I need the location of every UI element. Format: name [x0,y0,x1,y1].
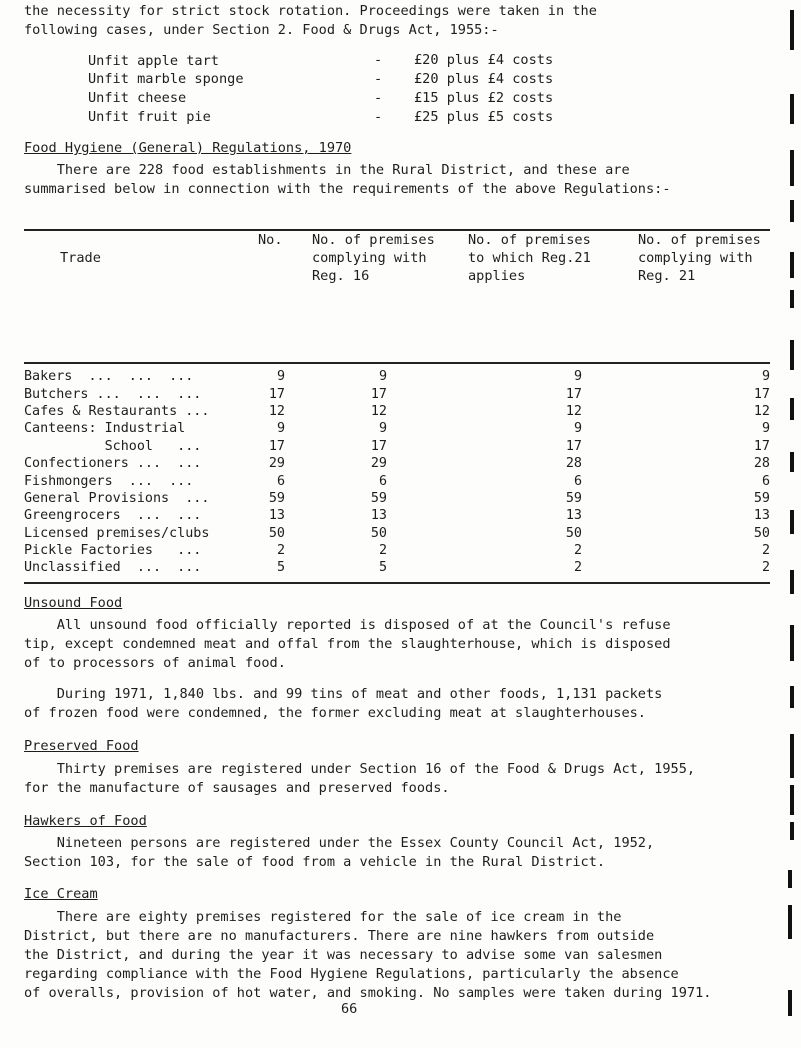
unsound-p2-line: of frozen food were condemned, the former excluding meat at slaughterhouses. [24,705,646,721]
scan-edge-mark [790,686,794,708]
applies-cell: 6 [573,473,582,489]
complying-cell: 13 [753,508,770,524]
reg16-cell: 6 [378,473,387,489]
applies-cell: 9 [573,369,582,385]
complying-cell: 2 [761,543,770,559]
complying-cell: 9 [761,421,770,437]
scan-edge-mark [790,822,794,840]
trade-cell: Fishmongers ... ... [24,473,194,489]
preserved-line: Thirty premises are registered under Section 16 of the Food & Drugs Act, 1955, [24,761,696,777]
reg16-cell: 13 [370,508,387,524]
case-penalty: £25 plus £5 costs [414,109,554,125]
complying-cell: 17 [753,438,770,454]
reg16-cell: 5 [378,560,387,576]
table-row [24,403,770,420]
applies-cell: 2 [573,560,582,576]
case-item: Unfit marble sponge [88,71,244,87]
intro-line-2: following cases, under Section 2. Food & Drugs Act, 1955:- [24,22,499,38]
complying-cell: 6 [761,473,770,489]
complying-cell: 28 [753,456,770,472]
case-dash: - [374,109,383,125]
hawkers-line: Nineteen persons are registered under the Essex County Council Act, 1952, [24,835,655,851]
complying-cell: 12 [753,403,770,419]
reg16-cell: 12 [370,403,387,419]
trade-cell: Cafes & Restaurants ... [24,403,210,419]
reg16-cell: 17 [370,438,387,454]
scan-edge-mark [790,734,794,778]
complying-cell: 59 [753,490,770,506]
applies-cell: 28 [565,456,582,472]
icecream-line: There are eighty premises registered for the sale of ice cream in the [24,909,622,925]
scan-edge-mark [790,785,794,815]
complying-cell: 50 [753,525,770,541]
unsound-p1-line: tip, except condemned meat and offal from the slaughterhouse, which is disposed [24,636,671,652]
no-cell: 9 [276,421,285,437]
case-dash: - [374,52,383,68]
trade-cell: Bakers ... ... ... [24,369,194,385]
hawkers-heading: Hawkers of Food [24,813,147,829]
applies-cell: 9 [573,421,582,437]
icecream-line: District, but there are no manufacturers. There are nine hawkers from outside [24,928,655,944]
scan-edge-mark [788,990,792,1016]
trade-cell: Licensed premises/clubs [24,525,210,541]
trade-cell: Unclassified ... ... [24,560,202,576]
trade-cell: School ... [24,438,202,454]
icecream-line: the District, and during the year it was necessary to advise some van salesmen [24,947,663,963]
table-row [24,559,770,576]
table-row [24,368,770,385]
scan-edge-mark [790,510,794,534]
table-row [24,525,770,542]
no-cell: 59 [268,490,285,506]
table-header-rule [24,362,770,364]
intro-line-1: the necessity for strict stock rotation. Proceedings were taken in the [24,3,597,19]
applies-cell: 17 [565,438,582,454]
reg16-cell: 50 [370,525,387,541]
trade-cell: Pickle Factories ... [24,543,202,559]
applies-cell: 12 [565,403,582,419]
applies-cell: 2 [573,543,582,559]
case-item: Unfit apple tart [88,53,219,69]
no-cell: 12 [268,403,285,419]
hygiene-line-1: There are 228 food establishments in the Rural District, and these are [24,162,630,178]
icecream-heading: Ice Cream [24,886,98,902]
reg16-cell: 2 [378,543,387,559]
reg16-cell: 17 [370,386,387,402]
hawkers-line: Section 103, for the sale of food from a vehicle in the Rural District. [24,854,606,870]
applies-cell: 50 [565,525,582,541]
trade-cell: General Provisions ... [24,490,210,506]
scan-edge-mark [790,340,794,370]
icecream-line: of overalls, provision of hot water, and smoking. No samples were taken during 1971. [24,985,712,1001]
scan-edge-mark [790,452,794,472]
header-reg16: No. of premises complying with Reg. 16 [312,232,435,284]
preserved-heading: Preserved Food [24,738,139,754]
no-cell: 6 [276,473,285,489]
unsound-heading: Unsound Food [24,595,123,611]
complying-cell: 9 [761,369,770,385]
case-penalty: £20 plus £4 costs [414,71,554,87]
header-no: No. [258,232,283,248]
case-dash: - [374,90,383,106]
unsound-p1-line: of to processors of animal food. [24,655,286,671]
reg16-cell: 29 [370,456,387,472]
premises-table [24,368,770,577]
header-trade: Trade [60,250,101,266]
table-row [24,490,770,507]
icecream-line: regarding compliance with the Food Hygiene Regulations, particularly the absence [24,966,679,982]
trade-cell: Confectioners ... ... [24,456,202,472]
case-item: Unfit fruit pie [88,109,211,125]
table-row [24,385,770,402]
scan-edge-mark [790,625,794,661]
no-cell: 17 [268,438,285,454]
no-cell: 9 [276,369,285,385]
scan-edge-mark [790,94,794,124]
trade-cell: Canteens: Industrial [24,421,186,437]
table-row [24,455,770,472]
table-row [24,542,770,559]
reg16-cell: 59 [370,490,387,506]
unsound-p2-line: During 1971, 1,840 lbs. and 99 tins of meat and other foods, 1,131 packets [24,686,663,702]
scan-edge-mark [790,252,794,278]
table-row [24,420,770,437]
scan-edge-mark [790,150,794,186]
case-penalty: £15 plus £2 costs [414,90,554,106]
table-bottom-rule [24,582,770,584]
no-cell: 2 [276,543,285,559]
case-penalty: £20 plus £4 costs [414,52,554,68]
header-reg21-complying: No. of premises complying with Reg. 21 [638,232,761,284]
table-row [24,438,770,455]
complying-cell: 17 [753,386,770,402]
table-row [24,507,770,524]
scan-edge-mark [788,870,792,888]
scan-edge-mark [788,905,792,939]
reg16-cell: 9 [378,421,387,437]
preserved-line: for the manufacture of sausages and preserved foods. [24,780,450,796]
page-number: 66 [341,1001,358,1017]
hygiene-line-2: summarised below in connection with the requirements of the above Regulations:- [24,181,671,197]
table-row [24,472,770,489]
unsound-p1-line: All unsound food officially reported is disposed of at the Council's refuse [24,617,671,633]
trade-cell: Butchers ... ... ... [24,386,202,402]
scan-edge-mark [790,200,794,222]
scan-edge-mark [790,290,794,308]
no-cell: 50 [268,525,285,541]
applies-cell: 59 [565,490,582,506]
complying-cell: 2 [761,560,770,576]
applies-cell: 17 [565,386,582,402]
case-item: Unfit cheese [88,90,187,106]
scan-edge-mark [790,398,794,420]
reg16-cell: 9 [378,369,387,385]
no-cell: 13 [268,508,285,524]
no-cell: 5 [276,560,285,576]
no-cell: 29 [268,456,285,472]
trade-cell: Greengrocers ... ... [24,508,202,524]
scan-edge-mark [790,10,794,50]
hygiene-heading: Food Hygiene (General) Regulations, 1970 [24,140,352,156]
applies-cell: 13 [565,508,582,524]
no-cell: 17 [268,386,285,402]
header-reg21-applies: No. of premises to which Reg.21 applies [468,232,591,284]
case-dash: - [374,71,383,87]
scan-edge-mark [790,570,794,594]
